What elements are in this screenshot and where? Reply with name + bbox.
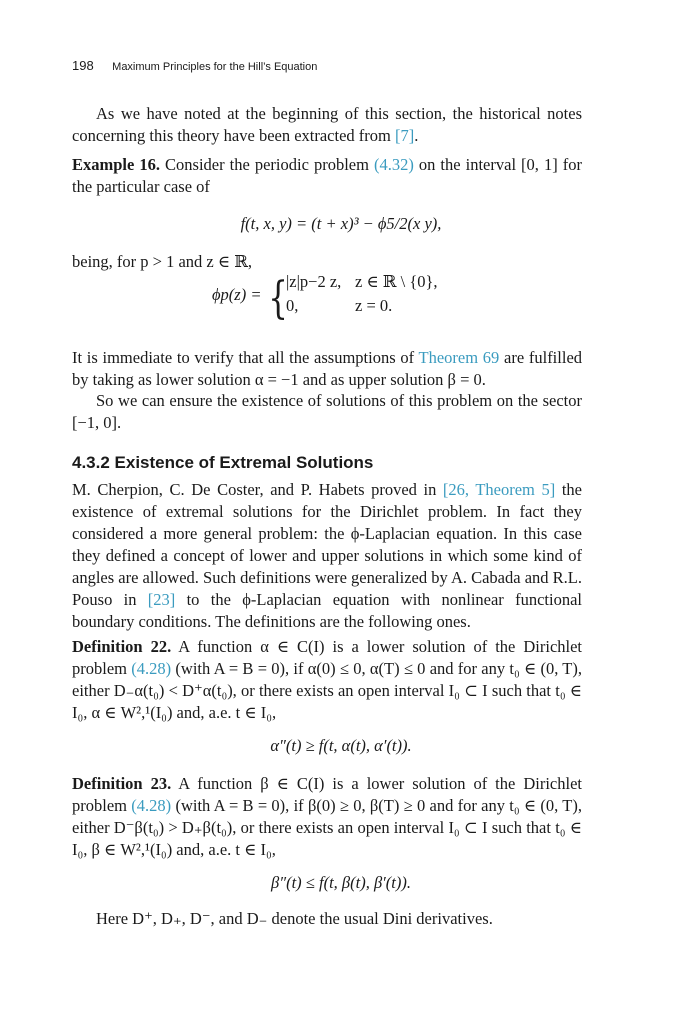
ref-link[interactable]: [7] [395,126,415,145]
paragraph-cherpion: M. Cherpion, C. De Coster, and P. Habets proved in [26, Theorem 5] the existence of extremal solutions for the Dirichlet problem. In fact they considered a more general problem: the ϕ-Laplacian equation. In this case they defined a concept of lower and upper solutions in which some kind of angles are allowed. Such definitions were generalized by A. Cabada and R.L. Pouso in [23] to the ϕ-Laplacian equation with nonlinear functional boundary conditions. The definitions are the following ones. [72,480,582,631]
definition-22: Definition 22. A function α ∈ C(I) is a lower solution of the Dirichlet problem (4.28) (with A = B = 0), if α(0) ≤ 0, α(T) ≤ 0 and for any t₀ ∈ (0, T), either D₋α(t₀) < D⁺α(t₀), or there exists an open interval I₀ ⊂ I such that t₀ ∈ I₀, α ∈ W²,¹(I₀) and, a.e. t ∈ I₀, [72,637,583,722]
ref-link-26[interactable]: [26, Theorem 5] [442,480,556,499]
equation-f: f(t, x, y) = (t + x)³ − ϕ5/2(x y), [240,214,442,233]
section-heading: 4.3.2 Existence of Extremal Solutions [72,453,374,472]
case-1-value: |z|p−2 z, [286,272,342,291]
running-header [72,57,317,75]
left-brace: { [268,273,288,324]
equation-ref-link[interactable]: (4.28) [131,659,172,678]
equation-beta: β″(t) ≤ f(t, β(t), β′(t)). [271,873,411,892]
phi-piecewise-lhs: ϕp(z) = [212,285,262,304]
definition-23: Definition 23. A function β ∈ C(I) is a lower solution of the Dirichlet problem (4.28) (with A = B = 0), if β(0) ≥ 0, β(T) ≥ 0 and for any t₀ ∈ (0, T), either D⁻β(t₀) > D₊β(t₀), or there exists an open interval I₀ ⊂ I such that t₀ ∈ I₀, β ∈ W²,¹(I₀) and, a.e. t ∈ I₀, [72,774,582,859]
equation-ref-link[interactable]: (4.32) [373,155,414,174]
example-label: Example 16. [72,155,160,174]
running-title: Maximum Principles for the Hill’s Equation [112,61,318,73]
paragraph-dini: Here D⁺, D₊, D⁻, and D₋ denote the usual Dini derivatives. [96,909,493,928]
theorem-ref-link[interactable]: Theorem 69 [418,348,500,367]
being-line: being, for p > 1 and z ∈ ℝ, [72,252,253,271]
equation-ref-link[interactable]: (4.28) [131,796,172,815]
case-2-value: 0, [286,296,299,315]
paragraph-assumptions: It is immediate to verify that all the assumptions of Theorem 69 are fulfilled by taking as lower solution α = −1 and as upper solution β = 0. [72,348,583,389]
example-16: Example 16. Consider the periodic problem (4.32) on the interval [0, 1] for the particular case of [72,155,582,196]
ref-link-23[interactable]: [23] [147,590,176,609]
definition-23-label: Definition 23. [72,774,172,793]
equation-alpha: α″(t) ≥ f(t, α(t), α′(t)). [270,736,412,755]
definition-22-label: Definition 22. [72,637,172,656]
case-1-condition: z ∈ ℝ \ {0}, [355,272,438,291]
case-2-condition: z = 0. [355,296,393,315]
paragraph-sector: So we can ensure the existence of solutions of this problem on the sector [−1, 0]. [72,391,582,432]
paragraph-historical-notes: As we have noted at the beginning of this section, the historical notes concerning this theory have been extracted from [7]. [72,104,582,145]
page-number: 198 [72,58,94,73]
